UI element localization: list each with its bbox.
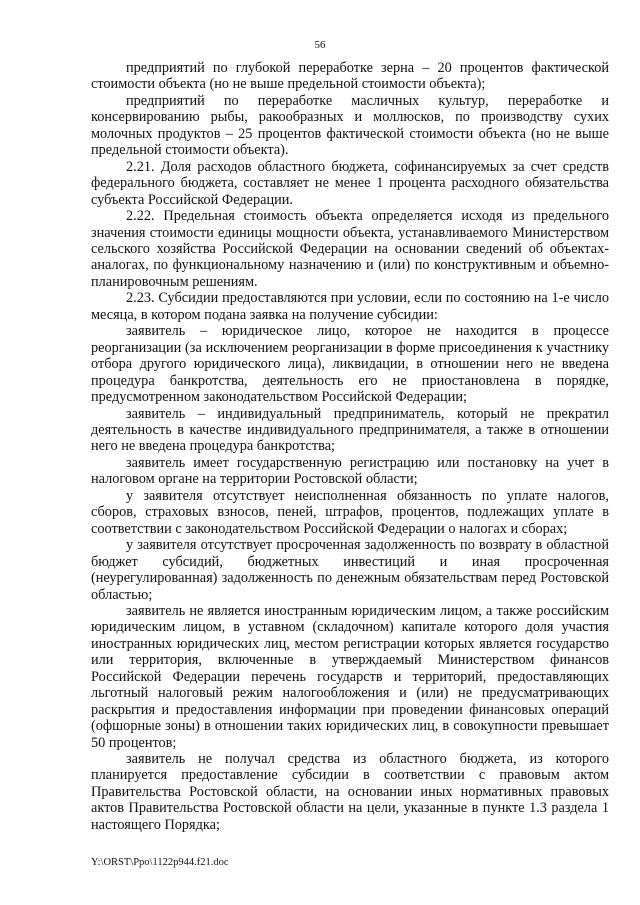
document-body bbox=[91, 60, 609, 833]
paragraph-2-23: 2.23. Субсидии предоставляются при условии, если по состоянию на 1-е число месяца, в котором подана заявка на получение субсидии: bbox=[91, 290, 609, 323]
paragraph: заявитель не получал средства из областного бюджета, из которого планируется предоставление субсидии в соответствии с правовым актом Правительства Ростовской области, на основании иных нормативных правовых актов Правительства Ростовской области на цели, указанные в пункте 1.3 раздела 1 настоящего Порядка; bbox=[91, 751, 609, 833]
page-number: 56 bbox=[314, 39, 326, 51]
paragraph: предприятий по переработке масличных культур, переработке и консервированию рыбы, ракообразных и моллюсков, по производству сухих молочных продуктов – 25 процентов фактической стоимости объекта (но не выше предельной стоимости объекта). bbox=[91, 92, 609, 159]
paragraph-2-21: 2.21. Доля расходов областного бюджета, софинансируемых за счет средств федерального бюджета, составляет не менее 1 процента расходного обязательства субъекта Российской Федерации. bbox=[91, 158, 609, 208]
paragraph: заявитель – индивидуальный предприниматель, который не прекратил деятельность в качестве индивидуального предпринимателя, а также в отношении него не введена процедура банкротства; bbox=[91, 405, 609, 455]
paragraph: у заявителя отсутствует просроченная задолженность по возврату в областной бюджет субсидий, бюджетных инвестиций и иная просроченная (неурегулированная) задолженность по денежным обязательствам перед Ростовской областью; bbox=[91, 537, 609, 603]
footer-file-path: Y:\ORST\Ppo\1122p944.f21.doc bbox=[91, 857, 229, 868]
paragraph: заявитель не является иностранным юридическим лицом, а также российским юридическим лицом, в уставном (складочном) капитале которого доля участия иностранных юридических лиц, местом регистрации которых является государство или территория, включенные в утверждаемый Министерством финансов Российской Федерации перечень государств и территорий, предоставляющих льготный налоговый режим налогообложения и (или) не предусматривающих раскрытия и предоставления информации при проведении финансовых операций (офшорные зоны) в отношении таких юридических лиц, в совокупности превышает 50 процентов; bbox=[91, 602, 609, 751]
paragraph: заявитель – юридическое лицо, которое не находится в процессе реорганизации (за исключением реорганизации в форме присоединения к участнику отбора другого юридического лица), ликвидации, в отношении него не введена процедура банкротства, деятельность его не приостановлена в порядке, предусмотренном законодательством Российской Федерации; bbox=[91, 323, 609, 406]
paragraph-2-22: 2.22. Предельная стоимость объекта определяется исходя из предельного значения стоимости единицы мощности объекта, устанавливаемого Министерством сельского хозяйства Российской Федерации на основании сведений об объектах-аналогах, по функциональному назначению и (или) по конструктивным и объемно-планировочным решениям. bbox=[91, 208, 609, 290]
paragraph: заявитель имеет государственную регистрацию или постановку на учет в налоговом органе на территории Ростовской области; bbox=[91, 454, 609, 488]
paragraph: у заявителя отсутствует неисполненная обязанность по уплате налогов, сборов, страховых взносов, пеней, штрафов, процентов, подлежащих уплате в соответствии с законодательством Российской Федерации о налогах и сборах; bbox=[91, 487, 609, 537]
paragraph: предприятий по глубокой переработке зерна – 20 процентов фактической стоимости объекта (но не выше предельной стоимости объекта); bbox=[91, 60, 609, 93]
